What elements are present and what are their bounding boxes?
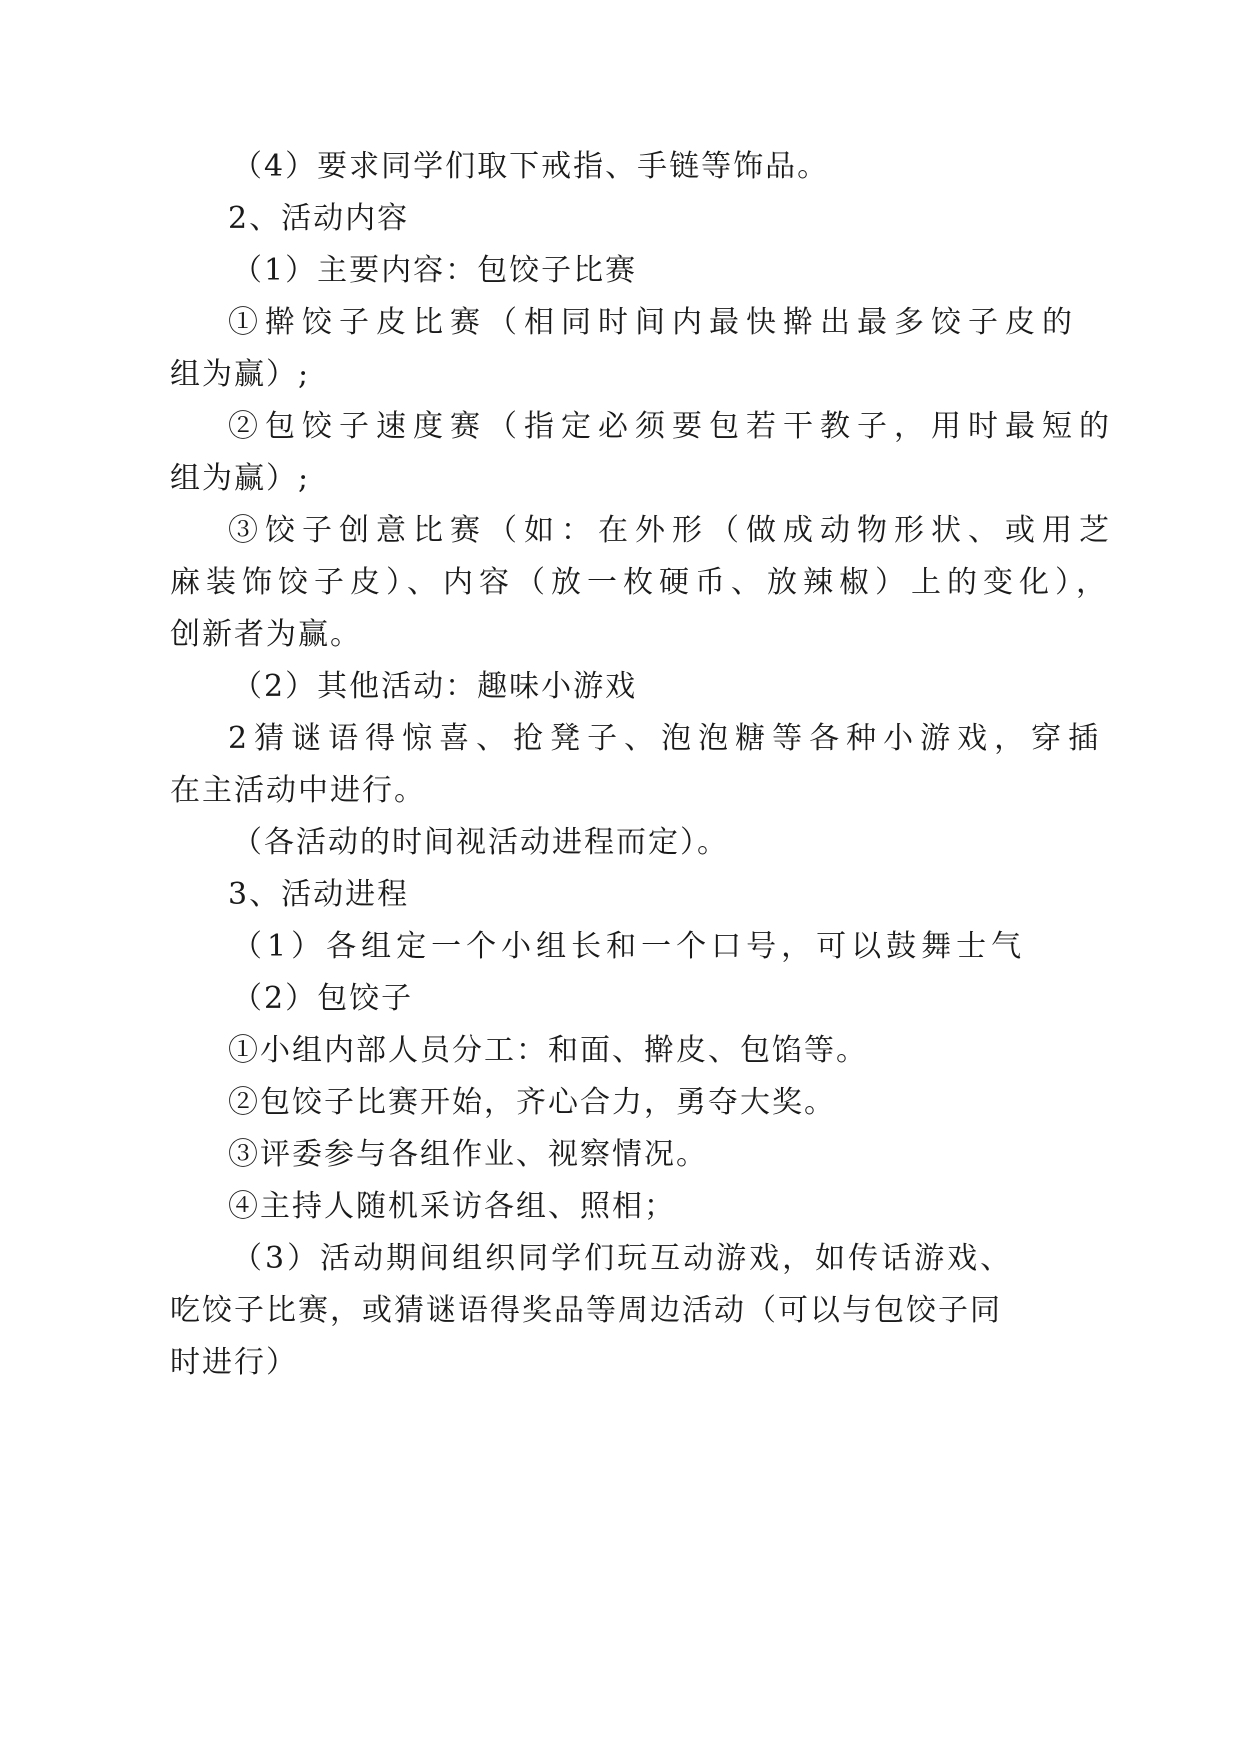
text-line: ③评委参与各组作业、视察情况。 — [228, 1137, 708, 1172]
text-line: 麻装饰饺子皮）、内容（放一枚硬币、放辣椒）上的变化）， — [170, 565, 1112, 600]
text-line: ④主持人随机采访各组、照相； — [228, 1189, 676, 1224]
text-line: 创新者为赢。 — [170, 617, 362, 652]
text-line: （各活动的时间视活动进程而定）。 — [232, 825, 729, 860]
text-line: ②包饺子速度赛（指定必须要包若干教子，用时最短的 — [228, 409, 1116, 444]
text-line: 在主活动中进行。 — [170, 773, 426, 808]
text-line: 吃饺子比赛，或猜谜语得奖品等周边活动（可以与包饺子同 — [170, 1293, 1002, 1328]
text-line: ①小组内部人员分工：和面、擀皮、包馅等。 — [228, 1033, 868, 1068]
text-line: ①擀饺子皮比赛（相同时间内最快擀出最多饺子皮的 — [228, 305, 1079, 340]
text-line: 2猜谜语得惊喜、抢凳子、泡泡糖等各种小游戏，穿插 — [228, 721, 1106, 756]
subsection-heading: （2）其他活动：趣味小游戏 — [232, 669, 638, 704]
subsection-heading: （2）包饺子 — [232, 981, 414, 1016]
text-line: 组为赢）; — [170, 357, 311, 392]
text-line: （3）活动期间组织同学们玩互动游戏，如传话游戏、 — [232, 1241, 1014, 1276]
section-heading: 2、活动内容 — [228, 201, 410, 236]
section-heading: 3、活动进程 — [228, 877, 410, 912]
text-line: 组为赢）; — [170, 461, 311, 496]
text-line: （1）各组定一个小组长和一个口号，可以鼓舞士气 — [232, 929, 1027, 964]
text-line: 时进行） — [170, 1345, 298, 1380]
text-line: ②包饺子比赛开始，齐心合力，勇夺大奖。 — [228, 1085, 836, 1120]
subsection-heading: （1）主要内容：包饺子比赛 — [232, 253, 638, 288]
text-line: ③饺子创意比赛（如：在外形（做成动物形状、或用芝 — [228, 513, 1116, 548]
text-line: （4）要求同学们取下戒指、手链等饰品。 — [232, 149, 830, 184]
